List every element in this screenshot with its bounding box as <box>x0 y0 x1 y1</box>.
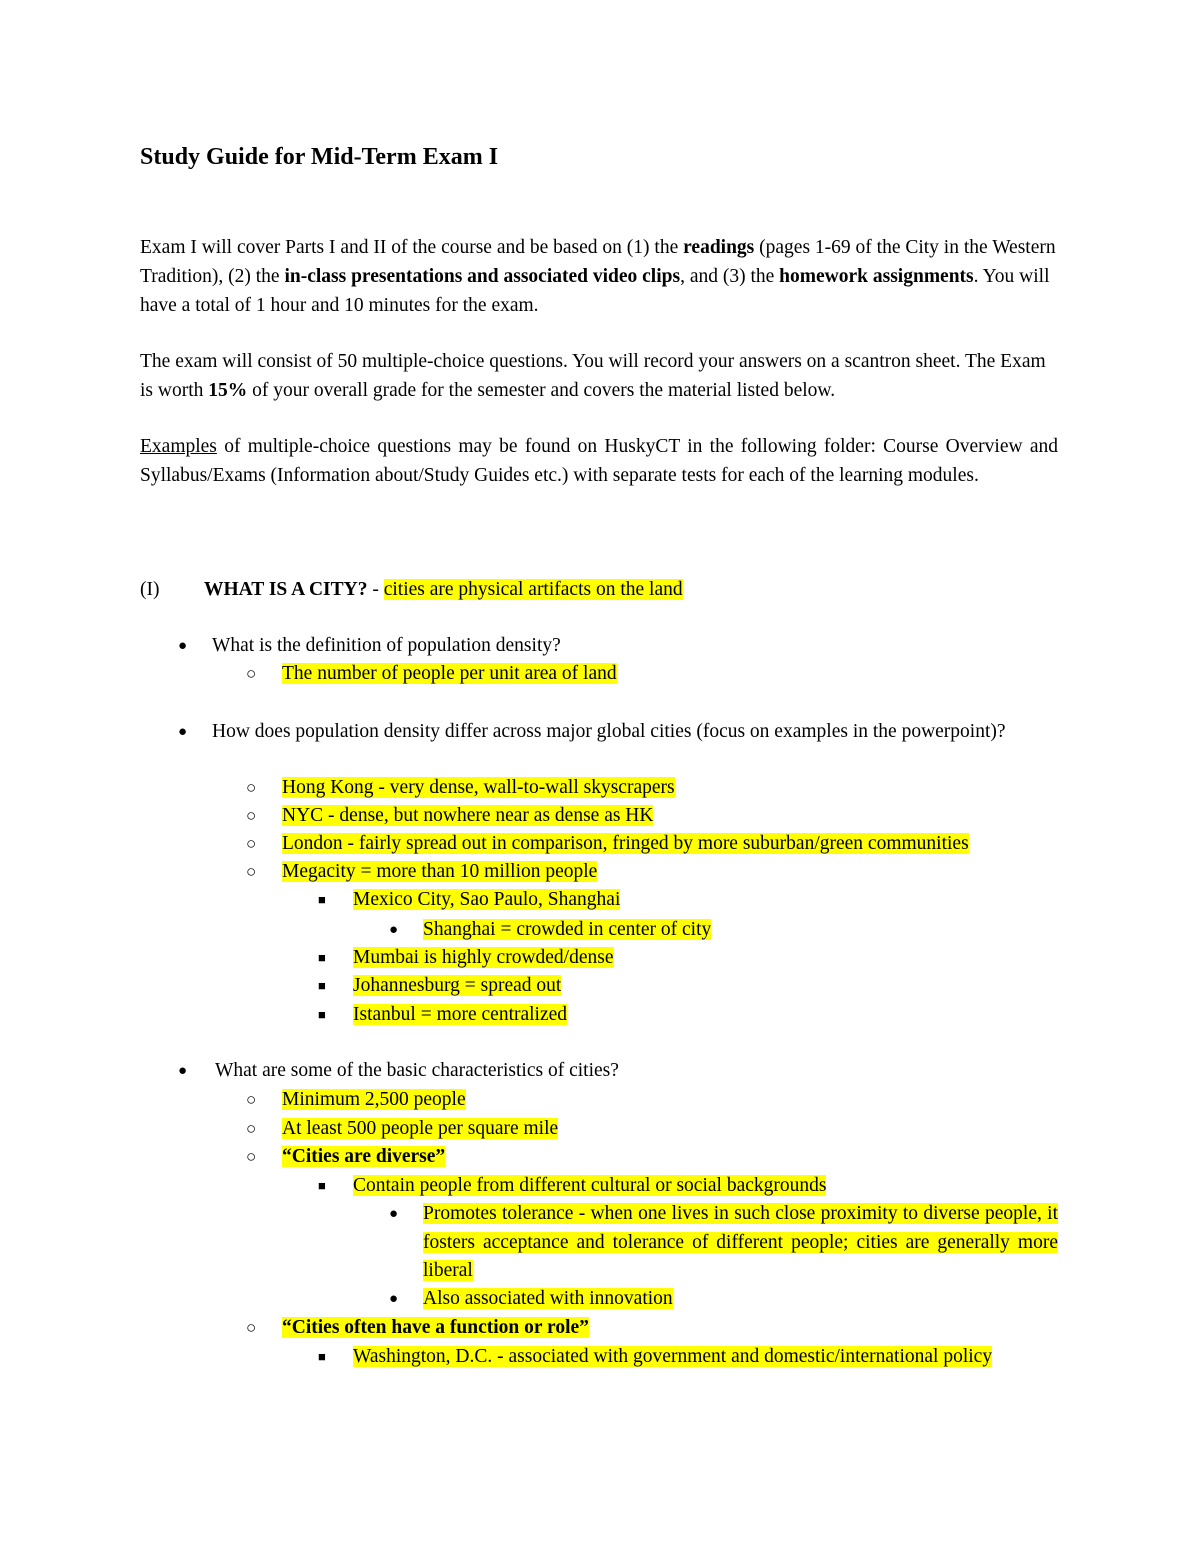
answer-text: The number of people per unit area of land <box>282 663 617 684</box>
list-item <box>389 1200 1058 1286</box>
bullet-icon: ● <box>389 922 399 938</box>
answer-text: At least 500 people per square mile <box>282 1118 559 1139</box>
list-item <box>318 1172 1058 1201</box>
list-item <box>318 1001 1058 1030</box>
circle-bullet-icon: ○ <box>246 1147 257 1166</box>
list-item <box>246 802 1058 831</box>
intro-text: (pages 1-69 of the City in the Western Tradition), (2) the <box>140 237 1056 287</box>
circle-bullet-icon: ○ <box>246 1119 257 1138</box>
list-item <box>246 660 1058 689</box>
intro-text: , and (3) the <box>680 266 780 287</box>
list-item <box>178 718 1058 747</box>
answer-text: Istanbul = more centralized <box>353 1004 568 1025</box>
answer-text: Contain people from different cultural or social backgrounds <box>353 1175 827 1196</box>
section-number: (I) <box>140 579 160 600</box>
bullet-icon: ● <box>178 1063 188 1079</box>
list-item <box>246 1143 1058 1172</box>
answer-text: Shanghai = crowded in center of city <box>423 919 712 940</box>
list-item <box>178 1057 1058 1086</box>
bold-percent: 15% <box>208 380 248 401</box>
list-item <box>246 830 1058 859</box>
square-bullet-icon: ■ <box>318 1349 326 1364</box>
page-title: Study Guide for Mid-Term Exam I <box>140 144 499 170</box>
circle-bullet-icon: ○ <box>246 664 257 683</box>
list-item <box>246 774 1058 803</box>
answer-text: Mexico City, Sao Paulo, Shanghai <box>353 889 621 910</box>
square-bullet-icon: ■ <box>318 892 326 907</box>
list-item <box>318 972 1058 1001</box>
question-text: How does population density differ across major global cities (focus on examples in the powerpoint)? <box>212 721 1006 742</box>
answer-text: Minimum 2,500 people <box>282 1089 466 1110</box>
circle-bullet-icon: ○ <box>246 778 257 797</box>
intro-text: Exam I will cover Parts I and II of the course and be based on (1) the <box>140 237 684 258</box>
question-text: What is the definition of population density? <box>212 635 561 656</box>
list-item <box>246 1115 1058 1144</box>
answer-text: Washington, D.C. - associated with government and domestic/international policy <box>353 1346 993 1367</box>
answer-text: Hong Kong - very dense, wall-to-wall skyscrapers <box>282 777 675 798</box>
list-item <box>178 632 1058 661</box>
section-subtitle: cities are physical artifacts on the land <box>383 579 683 600</box>
circle-bullet-icon: ○ <box>246 1090 257 1109</box>
answer-text: Megacity = more than 10 million people <box>282 861 598 882</box>
list-item <box>318 886 1058 915</box>
square-bullet-icon: ■ <box>318 1007 326 1022</box>
list-item <box>318 1343 1058 1372</box>
circle-bullet-icon: ○ <box>246 1318 257 1337</box>
answer-text: NYC - dense, but nowhere near as dense as HK <box>282 805 654 826</box>
intro-text: of your overall grade for the semester and covers the material listed below. <box>247 380 836 401</box>
question-text: What are some of the basic characteristics of cities? <box>215 1060 619 1081</box>
bold-readings: readings <box>683 237 755 258</box>
intro-text: The exam will consist of 50 multiple-choice questions. You will record your answers on a scantron sheet. The Exam is worth <box>140 351 1046 401</box>
list-item <box>246 1314 1058 1343</box>
circle-bullet-icon: ○ <box>246 834 257 853</box>
section-dash: - <box>367 579 384 600</box>
bullet-icon: ● <box>389 1291 399 1307</box>
bullet-icon: ● <box>389 1206 399 1222</box>
bullet-icon: ● <box>178 724 188 740</box>
examples-underlined: Examples <box>140 436 217 457</box>
answer-text: “Cities are diverse” <box>282 1146 446 1167</box>
bold-homework: homework assignments <box>779 266 974 287</box>
bullet-icon: ● <box>178 638 188 654</box>
intro-text: of multiple-choice questions may be found on HuskyCT in the following folder: Course Overview and Syllabus/Exams (Information about/Study Guides etc.) with separate tests for each of the learning modules. <box>140 436 1058 486</box>
answer-text: Johannesburg = spread out <box>353 975 562 996</box>
section-heading <box>140 575 683 604</box>
answer-text: Also associated with innovation <box>423 1288 673 1309</box>
answer-text: Mumbai is highly crowded/dense <box>353 947 614 968</box>
square-bullet-icon: ■ <box>318 1178 326 1193</box>
answer-text: London - fairly spread out in comparison, fringed by more suburban/green communities <box>282 833 969 854</box>
list-item <box>246 1086 1058 1115</box>
intro-text: . You will have a total of 1 hour and 10 minutes for the exam. <box>140 266 1050 316</box>
intro-paragraph-3 <box>140 432 1058 490</box>
list-item <box>389 916 1058 945</box>
list-item <box>318 944 1058 973</box>
square-bullet-icon: ■ <box>318 950 326 965</box>
square-bullet-icon: ■ <box>318 978 326 993</box>
intro-paragraph-2 <box>140 347 1058 405</box>
intro-paragraph-1 <box>140 233 1058 320</box>
circle-bullet-icon: ○ <box>246 862 257 881</box>
bold-presentations: in-class presentations and associated video clips <box>284 266 681 287</box>
answer-text: Promotes tolerance - when one lives in such close proximity to diverse people, it fosters acceptance and tolerance of different people; cities are generally more liberal <box>423 1203 1058 1281</box>
circle-bullet-icon: ○ <box>246 806 257 825</box>
answer-text: “Cities often have a function or role” <box>282 1317 589 1338</box>
list-item <box>389 1285 1058 1314</box>
list-item <box>246 858 1058 887</box>
section-title: WHAT IS A CITY? <box>204 579 368 600</box>
